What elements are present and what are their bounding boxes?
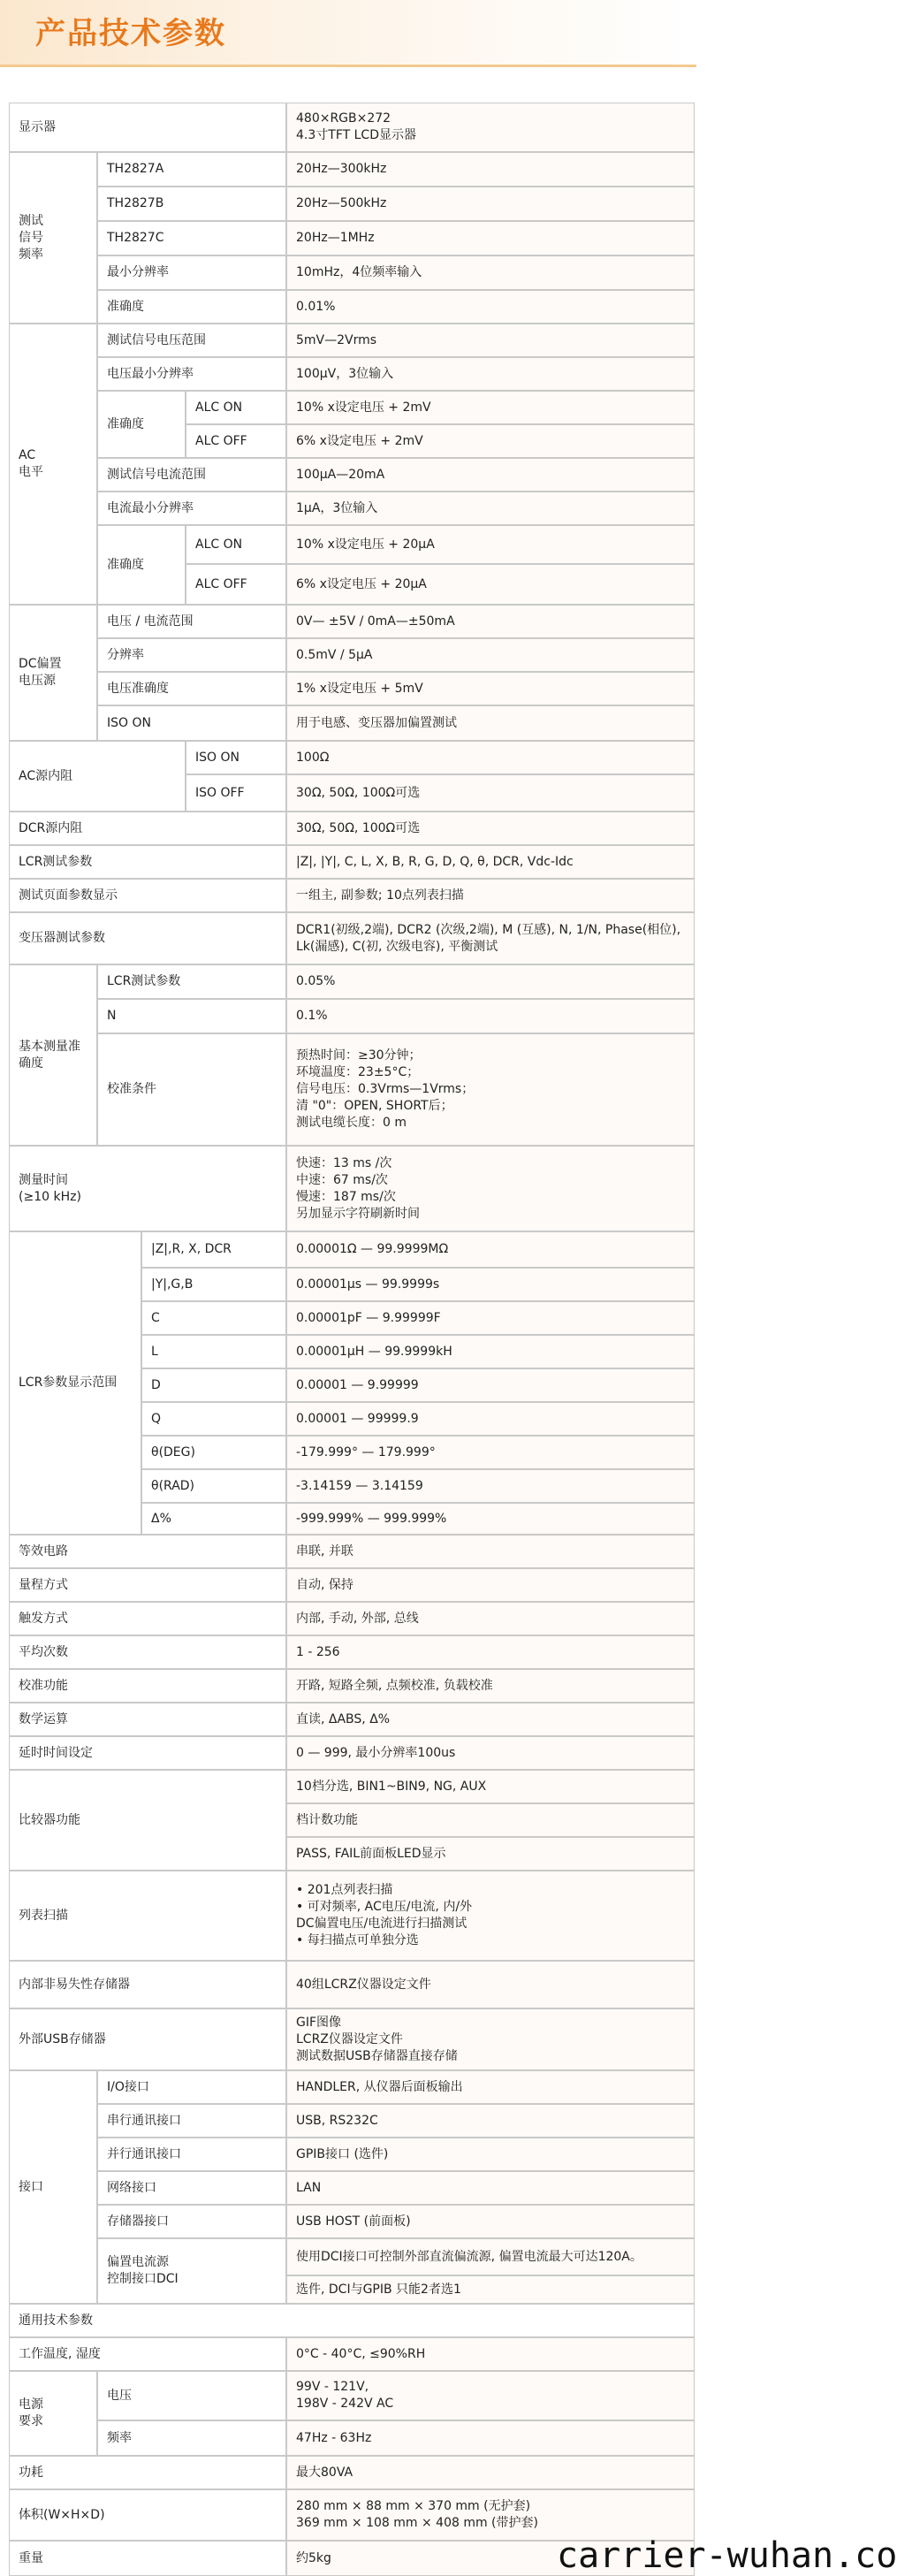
spec-label-cell: 功耗 [9, 2456, 286, 2489]
spec-label-cell: ALC ON [186, 525, 286, 564]
spec-value-cell: -179.999° — 179.999° [286, 1436, 695, 1469]
spec-label-cell: 偏置电流源 控制接口DCI [97, 2238, 286, 2304]
spec-label-cell: 列表扫描 [9, 1871, 286, 1961]
spec-label-cell: ISO ON [186, 741, 286, 774]
spec-label-cell: θ(DEG) [141, 1436, 286, 1469]
spec-label-cell: 存储器接口 [97, 2205, 286, 2238]
spec-label-cell: TH2827C [97, 221, 286, 255]
spec-value-cell: 内部, 手动, 外部, 总线 [286, 1602, 695, 1635]
spec-value-cell: 0.01% [286, 290, 695, 324]
spec-value-cell: 0.00001Ω — 99.9999MΩ [286, 1231, 695, 1268]
spec-value-cell: 5mV—2Vrms [286, 324, 695, 357]
spec-value-cell: 1% x设定电压 + 5mV [286, 672, 695, 705]
spec-value-cell: 用于电感、变压器加偏置测试 [286, 705, 695, 741]
spec-label-cell: Q [141, 1402, 286, 1436]
spec-label-cell: 校准功能 [9, 1669, 286, 1703]
spec-label-cell: 电压 / 电流范围 [97, 605, 286, 638]
spec-value-cell: 20Hz—500kHz [286, 187, 695, 221]
spec-label-cell: 重量 [9, 2541, 286, 2576]
spec-label-cell: AC源内阻 [9, 741, 186, 812]
spec-value-cell: 100μA—20mA [286, 458, 695, 492]
spec-label-cell: N [97, 999, 286, 1033]
spec-value-cell: LAN [286, 2171, 695, 2205]
spec-value-cell: 40组LCRZ仪器设定文件 [286, 1961, 695, 2008]
spec-label-cell: 电流最小分辨率 [97, 492, 286, 525]
spec-label-cell: 准确度 [97, 290, 286, 324]
spec-label-cell: 显示器 [9, 103, 286, 152]
spec-label-cell: 电压准确度 [97, 672, 286, 705]
spec-value-cell: GIF图像 LCRZ仪器设定文件 测试数据USB存储器直接存储 [286, 2008, 695, 2070]
spec-label-cell: LCR测试参数 [97, 964, 286, 999]
spec-value-cell: 0.00001pF — 9.99999F [286, 1301, 695, 1335]
spec-value-cell: 开路, 短路全频, 点频校准, 负载校准 [286, 1669, 695, 1703]
spec-label-cell: TH2827A [97, 152, 286, 187]
spec-label-cell: 体积(W×H×D) [9, 2489, 286, 2541]
spec-value-cell: GPIB接口 (选件) [286, 2138, 695, 2171]
spec-value-cell: 20Hz—1MHz [286, 221, 695, 255]
spec-value-cell: 0.1% [286, 999, 695, 1033]
spec-value-cell: 选件, DCI与GPIB 只能2者选1 [286, 2275, 695, 2304]
spec-value-cell: 100μV，3位输入 [286, 357, 695, 391]
spec-value-cell: 1μA，3位输入 [286, 492, 695, 525]
spec-label-cell: 频率 [97, 2420, 286, 2456]
spec-value-cell: 最大80VA [286, 2456, 695, 2489]
spec-value-cell: -3.14159 — 3.14159 [286, 1469, 695, 1503]
spec-value-cell: 10档分选, BIN1~BIN9, NG, AUX [286, 1770, 695, 1803]
spec-label-cell: 工作温度, 湿度 [9, 2337, 286, 2371]
spec-label-cell: TH2827B [97, 187, 286, 221]
spec-value-cell: USB, RS232C [286, 2104, 695, 2138]
spec-label-cell: 通用技术参数 [9, 2304, 695, 2337]
spec-label-cell: 延时时间设定 [9, 1736, 286, 1770]
spec-label-cell: Δ% [141, 1503, 286, 1535]
spec-value-cell: 99V - 121V, 198V - 242V AC [286, 2371, 695, 2420]
spec-value-cell: 10% x设定电压 + 2mV [286, 391, 695, 424]
spec-label-cell: 串行通讯接口 [97, 2104, 286, 2138]
spec-value-cell: 预热时间：≥30分钟； 环境温度：23±5°C； 信号电压：0.3Vrms—1Vrms； 清 "0"：OPEN, SHORT后； 测试电缆长度：0 m [286, 1033, 695, 1146]
spec-label-cell: 触发方式 [9, 1602, 286, 1635]
spec-value-cell: 0.00001μs — 99.9999s [286, 1268, 695, 1301]
spec-label-cell: 测试 信号 频率 [9, 152, 97, 324]
spec-value-cell: • 201点列表扫描 • 可对频率, AC电压/电流, 内/外 DC偏置电压/电流进行扫描测试 • 每扫描点可单独分选 [286, 1871, 695, 1961]
spec-label-cell: ISO OFF [186, 774, 286, 812]
spec-label-cell: 外部USB存储器 [9, 2008, 286, 2070]
spec-label-cell: 电源 要求 [9, 2371, 97, 2456]
spec-value-cell: 6% x设定电压 + 2mV [286, 424, 695, 458]
spec-value-cell: 1 - 256 [286, 1635, 695, 1669]
spec-value-cell: PASS, FAIL前面板LED显示 [286, 1837, 695, 1871]
spec-label-cell: DC偏置 电压源 [9, 605, 97, 741]
spec-label-cell: 电压最小分辨率 [97, 357, 286, 391]
spec-value-cell: 10% x设定电压 + 20μA [286, 525, 695, 564]
spec-value-cell: 自动, 保持 [286, 1568, 695, 1602]
spec-label-cell: 平均次数 [9, 1635, 286, 1669]
spec-value-cell: 0.05% [286, 964, 695, 999]
spec-value-cell: 档计数功能 [286, 1803, 695, 1837]
spec-label-cell: 分辨率 [97, 638, 286, 672]
spec-value-cell: 0.5mV / 5μA [286, 638, 695, 672]
spec-label-cell: D [141, 1368, 286, 1402]
spec-label-cell: 比较器功能 [9, 1770, 286, 1871]
spec-table [9, 103, 695, 2565]
spec-value-cell: DCR1(初级,2端), DCR2 (次级,2端), M (互感), N, 1/N, Phase(相位), Lk(漏感), C(初, 次级电容), 平衡测试 [286, 912, 695, 964]
spec-label-cell: 测试页面参数显示 [9, 879, 286, 912]
spec-value-cell: HANDLER, 从仪器后面板输出 [286, 2070, 695, 2104]
spec-label-cell: 校准条件 [97, 1033, 286, 1146]
spec-value-cell: 0.00001μH — 99.9999kH [286, 1335, 695, 1368]
spec-value-cell: 10mHz，4位频率输入 [286, 255, 695, 290]
spec-label-cell: 电压 [97, 2371, 286, 2420]
spec-label-cell: 网络接口 [97, 2171, 286, 2205]
spec-label-cell: |Y|,G,B [141, 1268, 286, 1301]
spec-label-cell: 基本测量准 确度 [9, 964, 97, 1146]
spec-value-cell: 使用DCI接口可控制外部直流偏流源, 偏置电流最大可达120A。 [286, 2238, 695, 2275]
spec-value-cell: -999.999% — 999.999% [286, 1503, 695, 1535]
spec-value-cell: 280 mm × 88 mm × 370 mm (无护套) 369 mm × 108 mm × 408 mm (带护套) [286, 2489, 695, 2541]
spec-label-cell: 准确度 [97, 391, 186, 458]
spec-label-cell: DCR源内阻 [9, 812, 286, 845]
spec-label-cell: |Z|,R, X, DCR [141, 1231, 286, 1268]
spec-label-cell: θ(RAD) [141, 1469, 286, 1503]
spec-value-cell: 快速：13 ms /次 中速：67 ms/次 慢速：187 ms/次 另加显示字符刷新时间 [286, 1146, 695, 1231]
watermark-text: carrier-wuhan.co [557, 2535, 897, 2576]
spec-label-cell: 测试信号电流范围 [97, 458, 286, 492]
spec-value-cell: 30Ω, 50Ω, 100Ω可选 [286, 774, 695, 812]
spec-value-cell: 直读, ΔABS, Δ% [286, 1703, 695, 1736]
spec-value-cell: 100Ω [286, 741, 695, 774]
spec-label-cell: ALC OFF [186, 564, 286, 605]
spec-value-cell: USB HOST (前面板) [286, 2205, 695, 2238]
spec-value-cell: 约5kg [286, 2541, 695, 2576]
spec-label-cell: ALC ON [186, 391, 286, 424]
spec-label-cell: 变压器测试参数 [9, 912, 286, 964]
spec-value-cell: 480×RGB×272 4.3寸TFT LCD显示器 [286, 103, 695, 152]
spec-value-cell: 0.00001 — 9.99999 [286, 1368, 695, 1402]
spec-value-cell: |Z|, |Y|, C, L, X, B, R, G, D, Q, θ, DCR, Vdc-Idc [286, 845, 695, 879]
spec-label-cell: ALC OFF [186, 424, 286, 458]
spec-table-body [11, 104, 693, 2565]
spec-value-cell: 20Hz—300kHz [286, 152, 695, 187]
spec-label-cell: ISO ON [97, 705, 286, 741]
spec-label-cell: 等效电路 [9, 1535, 286, 1568]
spec-label-cell: 并行通讯接口 [97, 2138, 286, 2171]
spec-label-cell: 准确度 [97, 525, 186, 605]
page-title: 产品技术参数 [35, 16, 226, 51]
page-header [0, 0, 696, 67]
spec-value-cell: 47Hz - 63Hz [286, 2420, 695, 2456]
spec-label-cell: AC 电平 [9, 324, 97, 605]
spec-value-cell: 0°C - 40°C, ≤90%RH [286, 2337, 695, 2371]
spec-label-cell: 测试信号电压范围 [97, 324, 286, 357]
header-divider [0, 65, 696, 67]
spec-label-cell: 接口 [9, 2070, 97, 2304]
spec-label-cell: L [141, 1335, 286, 1368]
spec-label-cell: 最小分辨率 [97, 255, 286, 290]
spec-label-cell: I/O接口 [97, 2070, 286, 2104]
spec-label-cell: LCR参数显示范围 [9, 1231, 141, 1535]
spec-label-cell: 数学运算 [9, 1703, 286, 1736]
spec-value-cell: 0 — 999, 最小分辨率100us [286, 1736, 695, 1770]
spec-value-cell: 一组主, 副参数; 10点列表扫描 [286, 879, 695, 912]
spec-label-cell: C [141, 1301, 286, 1335]
spec-label-cell: 量程方式 [9, 1568, 286, 1602]
spec-value-cell: 30Ω, 50Ω, 100Ω可选 [286, 812, 695, 845]
spec-value-cell: 6% x设定电压 + 20μA [286, 564, 695, 605]
spec-value-cell: 串联, 并联 [286, 1535, 695, 1568]
spec-label-cell: LCR测试参数 [9, 845, 286, 879]
spec-label-cell: 测量时间 (≥10 kHz) [9, 1146, 286, 1231]
spec-label-cell: 内部非易失性存储器 [9, 1961, 286, 2008]
spec-value-cell: 0V— ±5V / 0mA—±50mA [286, 605, 695, 638]
spec-value-cell: 0.00001 — 99999.9 [286, 1402, 695, 1436]
